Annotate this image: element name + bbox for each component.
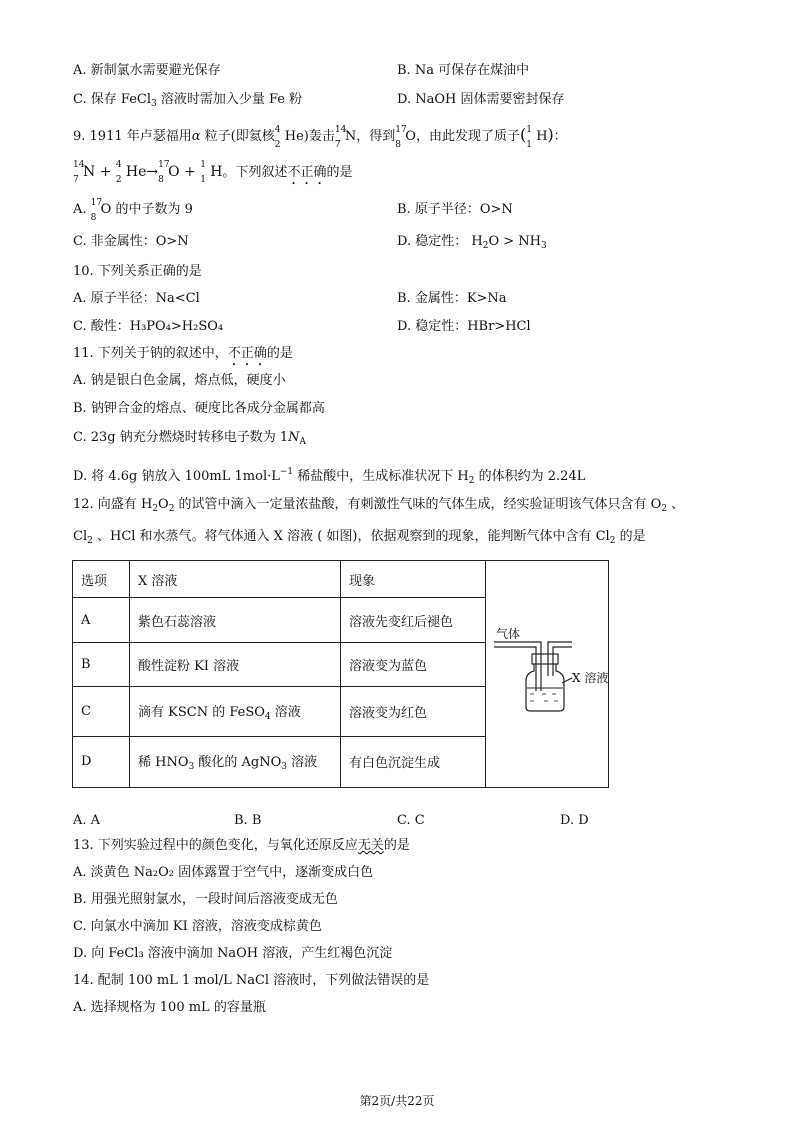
solution-cell: 滴有 KSCN 的 FeSO$_4$ 溶液 bbox=[130, 687, 341, 736]
observation-cell: 溶液变为红色 bbox=[341, 687, 486, 736]
solution-cell: 紫色石蕊溶液 bbox=[130, 598, 341, 642]
q11-option-c: C. 23g 钠充分燃烧时转移电子数为 $1N_A$ bbox=[73, 430, 307, 447]
q9-stem: 9. 1911 年卢瑟福用α 粒子(即氦核 4 2 He)轰击 14 7 N，得到 17 8 O，由此发现了质子( 1 1 H)： bbox=[73, 125, 567, 150]
table-header-row bbox=[73, 561, 609, 598]
table-header-cell: X 溶液 bbox=[130, 561, 341, 598]
gas-washing-bottle-figure bbox=[486, 561, 608, 787]
q8-option-c: C. 保存 FeCl$_3$ 溶液时需加入少量 Fe 粉 bbox=[73, 92, 303, 109]
option-cell: C bbox=[73, 687, 130, 736]
solution-cell: 稀 $HNO_3$ 酸化的 AgNO$_3$ 溶液 bbox=[130, 736, 341, 787]
q9-option-d: D. 稳定性： $H_2O > NH_3$ bbox=[397, 234, 547, 251]
option-cell: D bbox=[73, 736, 130, 787]
q12-option-c: C. C bbox=[397, 813, 425, 828]
q11-option-b: B. 钠钾合金的熔点、硬度比各成分金属都高 bbox=[73, 401, 325, 416]
q10-option-a: A. 原子半径：Na<Cl bbox=[73, 291, 200, 306]
q14-stem: 14. 配制 100 mL 1 mol/L NaCl 溶液时，下列做法错误的是 bbox=[73, 973, 430, 988]
q12-stem-line1: 12. 向盛有 $H_2O_2$ 的试管中滴入一定量浓盐酸，有刺激性气味的气体生成，经实验证明该气体只含有 $O_2$ 、 bbox=[73, 497, 685, 514]
q9-reaction: 14 7 N + 4 2 He→ 17 8 O + 1 1 H。下列叙述不正确的是 bbox=[73, 160, 353, 185]
q12-table bbox=[72, 560, 609, 788]
page-footer: 第2页/共22页 bbox=[359, 1094, 435, 1108]
solution-cell: 酸性淀粉 KI 溶液 bbox=[130, 642, 341, 686]
q10-option-b: B. 金属性：K>Na bbox=[397, 291, 507, 306]
q12-option-d: D. D bbox=[560, 813, 589, 828]
q9-option-a: A. 17 8 O 的中子数为 9 bbox=[73, 198, 193, 223]
q13-option-d: D. 向 FeCl₃ 溶液中滴加 NaOH 溶液，产生红褐色沉淀 bbox=[73, 946, 393, 961]
q11-stem: 11. 下列关于钠的叙述中，不正确的是 bbox=[73, 346, 293, 361]
q9-option-b: B. 原子半径：O>N bbox=[397, 202, 513, 217]
q8-option-d: D. NaOH 固体需要密封保存 bbox=[397, 92, 565, 107]
q11-option-d: D. 将 4.6g 钠放入 100mL $1mol\cdot L^{-1}$ 稀盐酸中，生成标准状况下 $H_2$ 的体积约为 2.24L bbox=[73, 467, 586, 486]
q14-option-a: A. 选择规格为 100 mL 的容量瓶 bbox=[73, 1000, 266, 1015]
q10-option-c: C. 酸性：H₃PO₄>H₂SO₄ bbox=[73, 319, 224, 334]
x-solution-label: X 溶液 bbox=[572, 671, 608, 685]
gas-label: 气体 bbox=[496, 627, 521, 641]
observation-cell: 有白色沉淀生成 bbox=[341, 736, 486, 787]
q9-option-c: C. 非金属性：O>N bbox=[73, 234, 189, 249]
observation-cell: 溶液先变红后褪色 bbox=[341, 598, 486, 642]
q13-option-b: B. 用强光照射氯水，一段时间后溶液变成无色 bbox=[73, 892, 338, 907]
q12-option-a: A. A bbox=[73, 813, 101, 828]
q8-option-b: B. Na 可保存在煤油中 bbox=[397, 63, 530, 78]
q11-option-a: A. 钠是银白色金属，熔点低，硬度小 bbox=[73, 373, 286, 388]
table-header-cell: 选项 bbox=[73, 561, 130, 598]
q13-option-a: A. 淡黄色 Na₂O₂ 固体露置于空气中，逐渐变成白色 bbox=[73, 865, 374, 880]
q13-option-c: C. 向氯水中滴加 KI 溶液，溶液变成棕黄色 bbox=[73, 919, 322, 934]
option-cell: A bbox=[73, 598, 130, 642]
q12-stem-line2: $Cl_2$ 、HCl 和水蒸气。将气体通入 X 溶液 ( 如图)，依据观察到的现象，能判断气体中含有 $Cl_2$ 的是 bbox=[73, 529, 646, 546]
q10-option-d: D. 稳定性：HBr>HCl bbox=[397, 319, 531, 334]
q10-stem: 10. 下列关系正确的是 bbox=[73, 264, 202, 279]
table-header-cell: 现象 bbox=[341, 561, 486, 598]
observation-cell: 溶液变为蓝色 bbox=[341, 642, 486, 686]
q13-stem: 13. 下列实验过程中的颜色变化，与氧化还原反应无关的是 bbox=[73, 838, 410, 853]
q8-option-a: A. 新制氯水需要避光保存 bbox=[73, 63, 221, 78]
apparatus-cell bbox=[486, 561, 609, 788]
option-cell: B bbox=[73, 642, 130, 686]
q12-option-b: B. B bbox=[234, 813, 262, 828]
